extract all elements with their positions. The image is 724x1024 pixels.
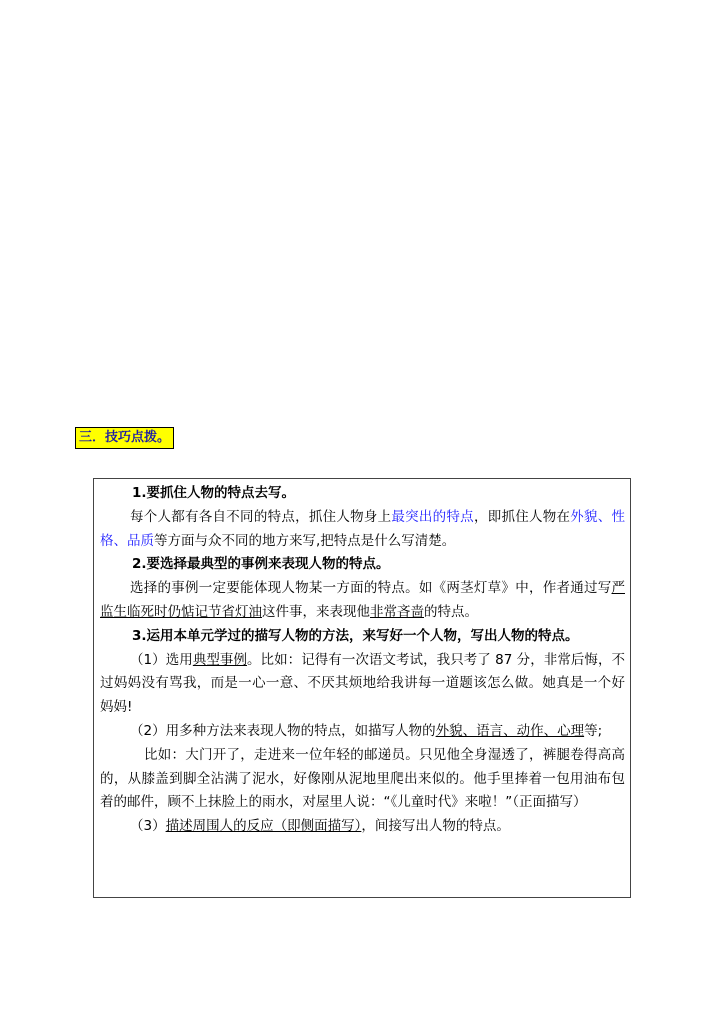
text: （2）用多种方法来表现人物的特点，如描写人物的 — [130, 722, 436, 739]
section-title: 三．技巧点拨。 — [75, 427, 174, 449]
tip-paragraph-1 — [100, 506, 625, 554]
text: 每个人都有各自不同的特点，抓住人物身上 — [130, 508, 392, 525]
text: 等方面与众不同的地方来写,把特点是什么写清楚。 — [154, 532, 456, 549]
underlined-text: 外貌、语言、动作、心理 — [435, 722, 585, 739]
tip-heading-1: 1.要抓住人物的特点去写。 — [132, 485, 296, 501]
underlined-text: 典型事例 — [192, 651, 248, 668]
tip-heading-3: 3.运用本单元学过的描写人物的方法，来写好一个人物，写出人物的特点。 — [132, 627, 579, 644]
text: 。比如：记得有一次语文考试，我只考了 87 分，非常后悔，不过妈妈没有骂我，而是一心一意、不厌其烦地给我讲每一道题该怎么做。她真是一个好妈妈! — [100, 651, 626, 716]
text: ，即抓住人物在 — [473, 508, 571, 525]
text: 这件事，来表现他 — [262, 603, 370, 620]
text: 的特点。 — [424, 603, 478, 620]
text: ，间接写出人物的特点。 — [361, 818, 510, 835]
tips-box — [93, 478, 631, 898]
text: 等; — [584, 722, 603, 739]
underlined-text: 严监生临死时仍惦记节省灯油 — [100, 580, 625, 620]
underlined-text: 描述周围人的反应（即侧面描写） — [165, 818, 362, 835]
highlight-text: 外貌、性格、品质 — [100, 508, 626, 549]
tip-paragraph-5: 比如：大门开了，走进来一位年轻的邮递员。只见他全身湿透了，裤腿卷得高高的，从膝盖到脚全沾满了泥水，好像刚从泥地里爬出来似的。他手里捧着一包用油布包着的邮件，顾不上抹脸上的雨水，对屋里人说：“《儿童时代》来啦！”（正面描写） — [100, 746, 625, 811]
text: （1）选用 — [130, 651, 193, 668]
tip-paragraph-3 — [100, 649, 625, 720]
highlight-text: 最突出的特点 — [391, 508, 474, 525]
tip-paragraph-6 — [100, 815, 625, 839]
tip-paragraph-4 — [100, 720, 625, 744]
underlined-text: 非常吝啬 — [370, 603, 424, 620]
text: （3） — [130, 818, 166, 835]
text: 选择的事例一定要能体现人物某一方面的特点。如《两茎灯草》中，作者通过写 — [130, 580, 612, 597]
tip-heading-2: 2.要选择最典型的事例来表现人物的特点。 — [132, 556, 390, 573]
tip-paragraph-2 — [100, 577, 625, 625]
